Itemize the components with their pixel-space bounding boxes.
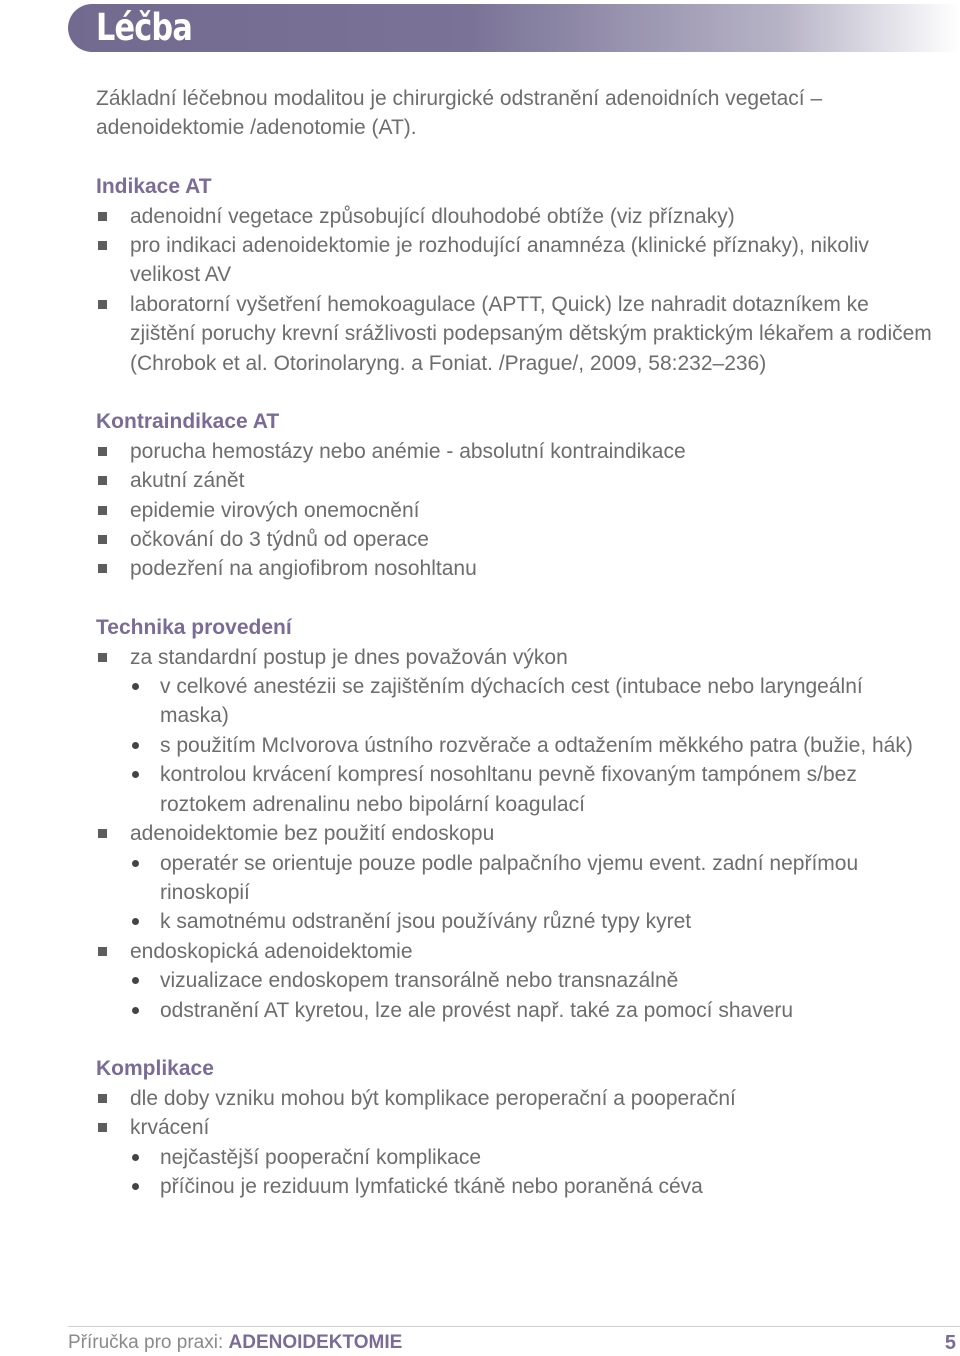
list-item-text: adenoidní vegetace způsobující dlouhodobé obtíže (viz příznaky) — [130, 204, 735, 228]
sub-list-item — [96, 966, 936, 995]
list-item-text: za standardní postup je dnes považován výkon — [130, 645, 568, 669]
sub-list-item — [96, 731, 936, 760]
list-item — [96, 819, 936, 848]
list-item — [96, 525, 936, 554]
sub-list-item-text: odstranění AT kyretou, lze ale provést např. také za pomocí shaveru — [160, 998, 794, 1022]
square-bullet-icon — [98, 506, 107, 515]
list-item — [96, 554, 936, 583]
title-banner — [68, 4, 960, 52]
list-item — [96, 231, 936, 290]
round-bullet-icon — [132, 1154, 139, 1161]
round-bullet-icon — [132, 771, 139, 778]
square-bullet-list — [96, 202, 936, 378]
list-item — [96, 1084, 936, 1113]
sub-list-item-text: operatér se orientuje pouze podle palpačního vjemu event. zadní nepřímou rinoskopií — [160, 851, 859, 904]
list-item — [96, 437, 936, 466]
list-item-text: adenoidektomie bez použití endoskopu — [130, 822, 495, 846]
list-item-text: očkování do 3 týdnů od operace — [130, 528, 429, 552]
square-bullet-icon — [98, 829, 107, 838]
list-item-text: laboratorní vyšetření hemokoagulace (APTT, Quick) lze nahradit dotazníkem ke zjištění poruchy krevní srážlivosti podepsaným dětským praktickým lékařem a rodičem (Chrobok et al. Otorinolaryng. a Foniat. /Prague/, 2009, 58:232–236) — [130, 292, 932, 375]
square-bullet-icon — [98, 447, 107, 456]
square-bullet-list — [96, 643, 936, 1025]
round-bullet-icon — [132, 683, 139, 690]
square-bullet-icon — [98, 1094, 107, 1103]
square-bullet-list — [96, 437, 936, 584]
footer-divider — [68, 1326, 960, 1327]
square-bullet-icon — [98, 947, 107, 956]
list-item-text: epidemie virových onemocnění — [130, 498, 420, 522]
footer-book-title: ADENOIDEKTOMIE — [228, 1332, 403, 1353]
section-heading: Indikace AT — [96, 175, 212, 199]
sections-container — [96, 172, 936, 1201]
list-item-text: pro indikaci adenoidektomie je rozhodující anamnéza (klinické příznaky), nikoliv velikost AV — [130, 234, 869, 287]
list-item-text: krvácení — [130, 1116, 210, 1140]
list-item-text: akutní zánět — [130, 469, 245, 493]
square-bullet-list — [96, 1084, 936, 1202]
square-bullet-icon — [98, 535, 107, 544]
square-bullet-icon — [98, 564, 107, 573]
square-bullet-icon — [98, 212, 107, 221]
sub-list-item-text: nejčastější pooperační komplikace — [160, 1145, 482, 1169]
square-bullet-icon — [98, 1123, 107, 1132]
square-bullet-icon — [98, 300, 107, 309]
sub-list-item — [96, 996, 936, 1025]
section-heading: Komplikace — [96, 1057, 214, 1081]
sub-list-item-text: v celkové anestézii se zajištěním dýchacích cest (intubace nebo laryngeální maska) — [160, 675, 863, 728]
round-bullet-icon — [132, 860, 139, 867]
list-item-text: podezření na angiofibrom nosohltanu — [130, 557, 477, 581]
section-heading: Technika provedení — [96, 616, 292, 640]
round-bullet-icon — [132, 918, 139, 925]
round-bullet-icon — [132, 742, 139, 749]
square-bullet-icon — [98, 241, 107, 250]
sub-list-item — [96, 849, 936, 908]
sub-list-item — [96, 907, 936, 936]
list-item — [96, 496, 936, 525]
list-item — [96, 643, 936, 672]
square-bullet-icon — [98, 476, 107, 485]
list-item-text: porucha hemostázy nebo anémie - absolutní kontraindikace — [130, 439, 686, 463]
sub-list-item-text: kontrolou krvácení kompresí nosohltanu pevně fixovaným tampónem s/bez roztokem adrenalinu nebo bipolární koagulací — [160, 763, 857, 816]
round-bullet-icon — [132, 977, 139, 984]
sub-list-item-text: s použitím McIvorova ústního rozvěrače a odtažením měkkého patra (bužie, hák) — [160, 733, 913, 757]
list-item — [96, 1113, 936, 1142]
round-bullet-icon — [132, 1183, 139, 1190]
sub-list-item-text: k samotnému odstranění jsou používány různé typy kyret — [160, 910, 692, 934]
list-item-text: endoskopická adenoidektomie — [130, 939, 413, 963]
intro-paragraph: Základní léčebnou modalitou je chirurgické odstranění adenoidních vegetací – adenoidektomie /adenotomie (AT). — [96, 87, 823, 140]
sub-list-item-text: vizualizace endoskopem transorálně nebo transnazálně — [160, 969, 679, 993]
round-bullet-icon — [132, 1007, 139, 1014]
list-item — [96, 466, 936, 495]
list-item — [96, 937, 936, 966]
sub-list-item-text: příčinou je reziduum lymfatické tkáně nebo poraněná céva — [160, 1174, 703, 1198]
list-item — [96, 202, 936, 231]
page-title: Léčba — [96, 6, 192, 49]
sub-list-item — [96, 672, 936, 731]
list-item-text: dle doby vzniku mohou být komplikace peroperační a pooperační — [130, 1086, 736, 1110]
footer-prefix: Příručka pro praxi: — [68, 1332, 229, 1353]
footer — [68, 1332, 402, 1354]
page-number: 5 — [944, 1332, 956, 1354]
main-content — [96, 84, 936, 1201]
square-bullet-icon — [98, 653, 107, 662]
sub-list-item — [96, 1143, 936, 1172]
sub-list-item — [96, 1172, 936, 1201]
sub-list-item — [96, 760, 936, 819]
list-item — [96, 290, 936, 378]
section-heading: Kontraindikace AT — [96, 410, 280, 434]
